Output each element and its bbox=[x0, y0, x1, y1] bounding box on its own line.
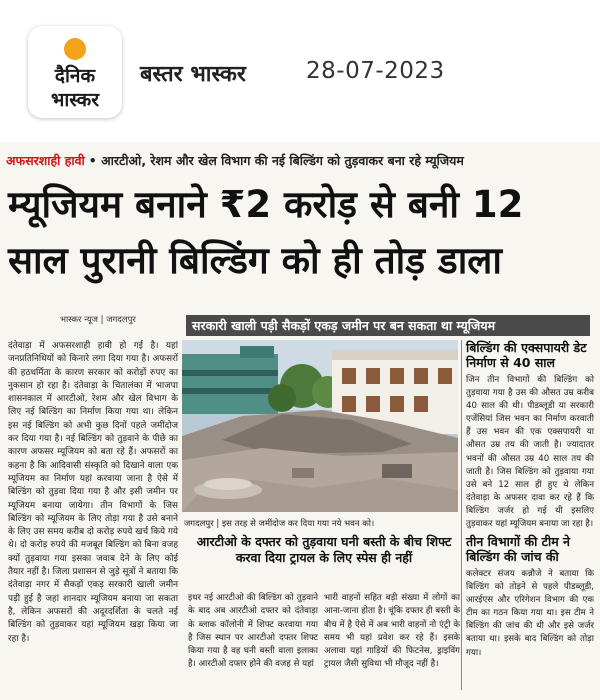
kicker-label: अफसरशाही हावी bbox=[6, 153, 85, 168]
headline-line-1: म्यूजियम बनाने ₹2 करोड़ से बनी 12 bbox=[8, 183, 524, 226]
photo-illustration bbox=[182, 340, 458, 512]
mid-column-1-text: इधर नई आरटीओ की बिल्डिंग को तुड़वाने के बाद अब आरटीओ दफ्तर को दंतेवाड़ा के ब्लाक कॉलोनी में शिफ्ट करवाया गया है जिस स्थान पर आरटीओ दफ्तर शिफ्ट किया गया है वह घनी बस्ती वाला इलाका है। आरटीओ दफ्तर होने की वजह से यहां bbox=[188, 593, 318, 670]
box1-text: जिन तीन विभागों की बिल्डिंग को तुड़वाया गया है उस की औसत उम्र करीब 40 साल की थी। पीडब्लूडी या सरकारी एजेंसियां जिस भवन का निर्माण करवाती हैं उस भवन की एक एक्सपायरी या औसत उम्र तय की जाती है। ज्यादातर भवनों की औसत उम्र 40 साल तय की जाती है। जिस बिल्डिंग को तुड़वाया गया उसे बने 12 साल ही हुए थे लेकिन दंतेवाड़ा के अफसर दावा कर रहे हैं कि बिल्डिंग जर्जर हो गई थी इसलिए तुड़वाकर यहां म्यूजियम बनाया जा रहा है। bbox=[466, 375, 594, 530]
kicker-text: • आरटीओ, रेशम और खेल विभाग की नई बिल्डिंग को तुड़वाकर बना रहे म्यूजियम bbox=[88, 153, 464, 168]
byline: भास्कर न्यूज | जगदलपुर bbox=[60, 315, 136, 325]
sidebar-box-expiry bbox=[466, 340, 594, 531]
sun-icon bbox=[64, 38, 86, 60]
sub-banner: सरकारी खाली पड़ी सैकड़ों एकड़ जमीन पर बन सकता था म्यूजियम bbox=[186, 315, 590, 336]
column-divider bbox=[461, 340, 462, 690]
box2-title: तीन विभागों की टीम ने बिल्डिंग की जांच की bbox=[466, 534, 570, 564]
newspaper-clipping bbox=[0, 142, 600, 700]
box2-text: कलेक्टर संजय कन्नौजे ने बताया कि बिल्डिंग को तोड़ने से पहले पीडब्लूडी, आरईएस और एरिगेशन विभाग की एक टीम का गठन किया गया था। इस टीम ने बिल्डिंग की जांच की थी और इसे जर्जर बताया था। इसके बाद बिल्डिंग को तोड़ा गया। bbox=[466, 569, 594, 658]
headline-line-2: साल पुरानी बिल्डिंग को ही तोड़ डाला bbox=[8, 239, 502, 282]
kicker bbox=[6, 152, 464, 169]
photo-caption: जगदलपुर | इस तरह से जमींदोज कर दिया गया नये भवन को। bbox=[184, 519, 375, 529]
demolished-building-photo bbox=[182, 340, 458, 512]
left-column-paragraph: दंतेवाड़ा में अफसरशाही हावी हो गई है। यहां जनप्रतिनिधियों को किनारे लगा दिया गया है। अफसरों की हठधर्मिता के कारण सरकार को करोड़ों रुपए का नुकसान हो रहा है। दंतेवाड़ा के चितालंका में भाजपा शासनकाल में आरटीओ, रेशम और खेल विभाग के लिए नई बिल्डिंग का निर्माण किया गया था। लेकिन इस नई बिल्डिंग को अभी कुछ दिनों पहले जमींदोज कर दिया गया है। नई बिल्डिंग को तुड़वाने के पीछे का कारण अफसर म्यूजियम को बता रहे हैं। अफसरों का कहना है कि आदिवासी संस्कृति को दिखाने वाला एक म्यूजियम का निर्माण यहां करवाया जाना है ऐसे में बिल्डिंग को तुड़वा दिया गया है और इसी जमीन पर म्यूजियम बनाया जायेगा। तीन विभागों के जिस बिल्डिंग को म्यूजियम के लिए तोड़ा गया है उसे बनाने के लिए उस समय करीब दो करोड़ रुपये खर्च किये गये थे। दो करोड़ रुपये की मजबूत बिल्डिंग को बिना वजह क्यों तुड़वाया गया इसका जवाब देने के लिए कोई तैयार नहीं है। जिला प्रशासन से जुड़े सूत्रों ने बताया कि दंतेवाड़ा नगर में सैकड़ों एकड़ सरकारी खाली जमीन पड़ी हुई है जहां शानदार म्यूजियम बनाया जा सकता है, लेकिन अफसरों की अदूरदर्शिता के चलते नई बिल्डिंग को तुड़वाकर यहां म्यूजियम खड़ा किया जा रहा है। bbox=[8, 341, 178, 644]
mid-subheadline: आरटीओ के दफ्तर को तुड़वाया घनी बस्ती के बीच शिफ्ट करवा दिया ट्रायल के लिए स्पेस ही नहीं bbox=[196, 534, 452, 565]
publication-date: 28-07-2023 bbox=[306, 58, 445, 84]
publication-name: बस्तर भास्कर bbox=[140, 62, 246, 87]
left-column-text bbox=[8, 340, 178, 646]
logo-text-line1: दैनिक bbox=[54, 65, 96, 87]
app-header bbox=[0, 0, 600, 140]
logo-text-line2: भास्कर bbox=[50, 89, 100, 111]
dainik-bhaskar-logo bbox=[28, 26, 122, 118]
mid-column-2-text: भारी वाहनों सहित बड़ी संख्या में लोगों का आना-जाना होता है। चूंकि दफ्तर ही बस्ती के बीच में है ऐसे में अब भारी वाहनों नो एंट्री के समय भी यहां प्रवेश कर रहे हैं। इसके अलावा यहां गाड़ियों की फिटनेस, ड्राइविंग ट्रायल जैसी सुविधा भी मौजूद नहीं है। bbox=[324, 593, 460, 670]
sidebar-box-inspection bbox=[466, 534, 594, 660]
box1-title: बिल्डिंग की एक्सपायरी डेट निर्माण से 40 साल bbox=[466, 340, 587, 370]
